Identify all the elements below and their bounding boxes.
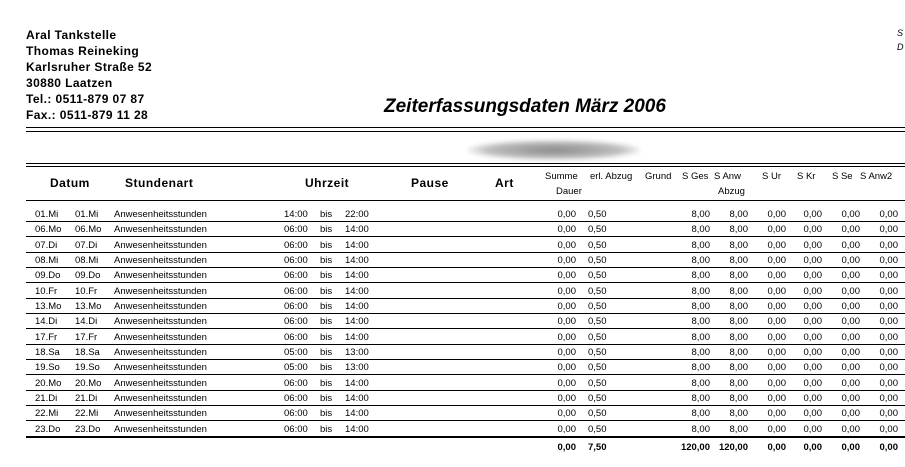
cell-s-ur: 0,00: [767, 346, 786, 358]
cell-s-ur: 0,00: [767, 285, 786, 297]
cell-uhrzeit-bis: bis: [320, 209, 333, 220]
fax: Fax.: 0511-879 11 28: [26, 108, 149, 122]
cell-s-ges: 8,00: [691, 239, 710, 251]
cell-uhrzeit-bis-zeit: 14:00: [345, 423, 369, 435]
cell-uhrzeit-von: 05:00: [284, 362, 308, 374]
cell-uhrzeit-bis-zeit: 14:00: [345, 300, 369, 312]
header-rule-top: [26, 127, 905, 128]
cell-stundenart: Anwesenheitsstunden: [114, 316, 207, 328]
cell-erl-abzug: 0,50: [588, 270, 607, 282]
cell-summe: 0,00: [557, 270, 576, 282]
redacted-name: [468, 140, 640, 160]
header-art: Art: [495, 176, 514, 190]
cell-uhrzeit-bis: bis: [320, 362, 333, 374]
cell-s-se: 0,00: [841, 300, 860, 312]
cell-stundenart: Anwesenheitsstunden: [114, 224, 207, 236]
cell-s-anw2: 0,00: [879, 209, 898, 220]
header-rule-bottom: [26, 131, 905, 132]
table-row: [26, 330, 905, 345]
table-row: [26, 284, 905, 299]
cell-s-ur: 0,00: [767, 408, 786, 420]
total-s-ur: 0,00: [767, 442, 786, 453]
cell-s-anw: 8,00: [729, 285, 748, 297]
cell-datum-2: 20.Mo: [75, 377, 102, 389]
cell-uhrzeit-von: 06:00: [284, 377, 308, 389]
cell-uhrzeit-bis-zeit: 13:00: [345, 346, 369, 358]
cell-s-ges: 8,00: [691, 224, 710, 236]
cell-erl-abzug: 0,50: [588, 316, 607, 328]
cell-datum-2: 23.Do: [75, 423, 101, 435]
cell-s-ur: 0,00: [767, 362, 786, 374]
cell-s-ges: 8,00: [691, 346, 710, 358]
cell-datum-1: 01.Mi: [35, 209, 59, 220]
cell-uhrzeit-bis: bis: [320, 254, 333, 266]
cell-s-anw2: 0,00: [879, 362, 898, 374]
cell-stundenart: Anwesenheitsstunden: [114, 254, 207, 266]
cell-s-se: 0,00: [841, 423, 860, 435]
cell-datum-1: 06.Mo: [35, 224, 62, 236]
cell-s-se: 0,00: [841, 285, 860, 297]
cell-s-se: 0,00: [841, 224, 860, 236]
cell-datum-1: 22.Mi: [35, 408, 59, 420]
cell-s-se: 0,00: [841, 316, 860, 328]
cell-s-ur: 0,00: [767, 316, 786, 328]
cell-s-ges: 8,00: [691, 285, 710, 297]
cell-s-kr: 0,00: [803, 239, 822, 251]
cell-s-ges: 8,00: [691, 331, 710, 343]
cell-s-ur: 0,00: [767, 423, 786, 435]
cell-datum-1: 17.Fr: [35, 331, 58, 343]
cell-uhrzeit-bis: bis: [320, 300, 333, 312]
header-stundenart: Stundenart: [125, 176, 194, 190]
cell-s-anw2: 0,00: [879, 346, 898, 358]
cell-datum-1: 10.Fr: [35, 285, 58, 297]
cell-datum-1: 14.Di: [35, 316, 58, 328]
cell-stundenart: Anwesenheitsstunden: [114, 300, 207, 312]
cell-datum-2: 17.Fr: [75, 331, 98, 343]
header-pause: Pause: [411, 176, 449, 190]
cell-s-se: 0,00: [841, 270, 860, 282]
cell-erl-abzug: 0,50: [588, 209, 607, 220]
table-row: [26, 299, 905, 314]
cell-stundenart: Anwesenheitsstunden: [114, 270, 207, 282]
cell-uhrzeit-bis-zeit: 14:00: [345, 270, 369, 282]
cell-datum-2: 19.So: [75, 362, 100, 374]
cell-s-kr: 0,00: [803, 285, 822, 297]
cell-s-anw2: 0,00: [879, 270, 898, 282]
cell-stundenart: Anwesenheitsstunden: [114, 377, 207, 389]
cell-s-kr: 0,00: [803, 270, 822, 282]
cell-summe: 0,00: [557, 423, 576, 435]
cell-s-se: 0,00: [841, 362, 860, 374]
cell-uhrzeit-bis: bis: [320, 239, 333, 251]
header-grund: Grund: [645, 171, 672, 182]
total-s-anw2: 0,00: [879, 442, 898, 453]
cell-uhrzeit-von: 06:00: [284, 408, 308, 420]
cell-erl-abzug: 0,50: [588, 377, 607, 389]
cell-s-ges: 8,00: [691, 377, 710, 389]
cell-s-ges: 8,00: [691, 392, 710, 404]
cell-datum-1: 20.Mo: [35, 377, 62, 389]
table-row: [26, 360, 905, 375]
cell-uhrzeit-bis: bis: [320, 285, 333, 297]
total-erl-abzug: 7,50: [588, 442, 607, 453]
total-s-kr: 0,00: [803, 442, 822, 453]
cell-erl-abzug: 0,50: [588, 423, 607, 435]
cell-s-anw2: 0,00: [879, 408, 898, 420]
table-row: [26, 345, 905, 360]
cell-erl-abzug: 0,50: [588, 239, 607, 251]
total-s-se: 0,00: [841, 442, 860, 453]
cell-datum-2: 07.Di: [75, 239, 98, 251]
cell-datum-1: 13.Mo: [35, 300, 62, 312]
cell-s-anw: 8,00: [729, 239, 748, 251]
cell-stundenart: Anwesenheitsstunden: [114, 423, 207, 435]
cell-uhrzeit-bis-zeit: 14:00: [345, 285, 369, 297]
cell-s-kr: 0,00: [803, 392, 822, 404]
cell-s-ur: 0,00: [767, 300, 786, 312]
cell-summe: 0,00: [557, 224, 576, 236]
cell-s-anw: 8,00: [729, 300, 748, 312]
cell-s-ges: 8,00: [691, 423, 710, 435]
cell-s-se: 0,00: [841, 346, 860, 358]
cell-datum-2: 18.Sa: [75, 346, 100, 358]
cell-s-ur: 0,00: [767, 392, 786, 404]
cell-s-anw: 8,00: [729, 254, 748, 266]
header-s-anw: S Anw: [714, 171, 741, 182]
cell-uhrzeit-bis-zeit: 14:00: [345, 392, 369, 404]
company-name: Aral Tankstelle: [26, 28, 117, 42]
cell-s-anw: 8,00: [729, 423, 748, 435]
total-summe: 0,00: [557, 442, 576, 453]
cell-s-kr: 0,00: [803, 362, 822, 374]
cell-s-anw: 8,00: [729, 377, 748, 389]
cell-s-se: 0,00: [841, 239, 860, 251]
cell-uhrzeit-von: 06:00: [284, 224, 308, 236]
header-s-se: S Se: [832, 171, 853, 182]
cell-erl-abzug: 0,50: [588, 254, 607, 266]
cell-uhrzeit-bis-zeit: 14:00: [345, 408, 369, 420]
table-row: [26, 268, 905, 283]
cell-summe: 0,00: [557, 254, 576, 266]
cell-datum-2: 10.Fr: [75, 285, 98, 297]
cell-stundenart: Anwesenheitsstunden: [114, 285, 207, 297]
telephone: Tel.: 0511-879 07 87: [26, 92, 145, 106]
cell-s-se: 0,00: [841, 331, 860, 343]
cell-s-ur: 0,00: [767, 377, 786, 389]
cell-uhrzeit-bis: bis: [320, 331, 333, 343]
cell-erl-abzug: 0,50: [588, 408, 607, 420]
cell-stundenart: Anwesenheitsstunden: [114, 408, 207, 420]
table-row: [26, 391, 905, 406]
cell-s-kr: 0,00: [803, 346, 822, 358]
cell-datum-2: 22.Mi: [75, 408, 99, 420]
cell-s-kr: 0,00: [803, 408, 822, 420]
cell-stundenart: Anwesenheitsstunden: [114, 346, 207, 358]
cell-uhrzeit-von: 06:00: [284, 300, 308, 312]
table-row: [26, 314, 905, 329]
table-row: [26, 376, 905, 391]
cell-s-ges: 8,00: [691, 408, 710, 420]
cell-s-anw2: 0,00: [879, 377, 898, 389]
cell-s-anw: 8,00: [729, 346, 748, 358]
header-abzug: Abzug: [718, 186, 745, 197]
header-rule-under: [26, 200, 905, 201]
cell-s-ges: 8,00: [691, 300, 710, 312]
cell-s-anw: 8,00: [729, 224, 748, 236]
header-s-ur: S Ur: [762, 171, 781, 182]
cell-uhrzeit-von: 06:00: [284, 239, 308, 251]
cell-erl-abzug: 0,50: [588, 224, 607, 236]
table-row: [26, 222, 905, 237]
cell-erl-abzug: 0,50: [588, 362, 607, 374]
table-row: [26, 238, 905, 253]
cell-s-kr: 0,00: [803, 316, 822, 328]
cell-s-anw: 8,00: [729, 392, 748, 404]
cell-s-anw: 8,00: [729, 362, 748, 374]
cell-s-ges: 8,00: [691, 316, 710, 328]
cell-s-ges: 8,00: [691, 254, 710, 266]
cell-uhrzeit-bis: bis: [320, 270, 333, 282]
cell-summe: 0,00: [557, 408, 576, 420]
cell-datum-1: 07.Di: [35, 239, 58, 251]
header-s-anw2: S Anw2: [860, 171, 893, 182]
cell-stundenart: Anwesenheitsstunden: [114, 209, 207, 220]
cell-uhrzeit-bis: bis: [320, 316, 333, 328]
cell-datum-2: 13.Mo: [75, 300, 102, 312]
cell-stundenart: Anwesenheitsstunden: [114, 362, 207, 374]
header-s-kr: S Kr: [797, 171, 816, 182]
cell-uhrzeit-bis-zeit: 14:00: [345, 316, 369, 328]
cell-s-ur: 0,00: [767, 270, 786, 282]
cell-summe: 0,00: [557, 331, 576, 343]
cell-s-anw2: 0,00: [879, 316, 898, 328]
cell-s-anw: 8,00: [729, 209, 748, 220]
cell-uhrzeit-von: 06:00: [284, 316, 308, 328]
cell-s-kr: 0,00: [803, 254, 822, 266]
cell-s-anw2: 0,00: [879, 254, 898, 266]
table-row: [26, 422, 905, 437]
cell-uhrzeit-von: 05:00: [284, 346, 308, 358]
cell-s-kr: 0,00: [803, 300, 822, 312]
cell-uhrzeit-bis-zeit: 14:00: [345, 224, 369, 236]
cell-s-kr: 0,00: [803, 224, 822, 236]
cell-s-anw2: 0,00: [879, 239, 898, 251]
cell-datum-2: 09.Do: [75, 270, 101, 282]
header-erl-abzug: erl. Abzug: [590, 171, 633, 182]
owner-name: Thomas Reineking: [26, 44, 140, 58]
cell-summe: 0,00: [557, 362, 576, 374]
table-rule-top-2: [26, 166, 905, 167]
cell-stundenart: Anwesenheitsstunden: [114, 331, 207, 343]
cell-s-kr: 0,00: [803, 331, 822, 343]
header-summe: Summe: [545, 171, 578, 182]
cell-s-ges: 8,00: [691, 209, 710, 220]
cell-s-anw2: 0,00: [879, 300, 898, 312]
table-row: [26, 207, 905, 222]
cell-uhrzeit-bis: bis: [320, 423, 333, 435]
table-row: [26, 253, 905, 268]
cell-erl-abzug: 0,50: [588, 346, 607, 358]
cell-s-se: 0,00: [841, 377, 860, 389]
table-rule-top: [26, 163, 905, 164]
cell-datum-2: 01.Mi: [75, 209, 99, 220]
cell-uhrzeit-bis-zeit: 14:00: [345, 331, 369, 343]
cell-summe: 0,00: [557, 316, 576, 328]
cell-s-anw2: 0,00: [879, 224, 898, 236]
cell-erl-abzug: 0,50: [588, 331, 607, 343]
cell-s-kr: 0,00: [803, 377, 822, 389]
cell-s-ur: 0,00: [767, 224, 786, 236]
cell-stundenart: Anwesenheitsstunden: [114, 392, 207, 404]
cell-datum-2: 08.Mi: [75, 254, 99, 266]
cell-uhrzeit-bis-zeit: 14:00: [345, 254, 369, 266]
cell-s-ur: 0,00: [767, 331, 786, 343]
cell-uhrzeit-bis: bis: [320, 346, 333, 358]
street-address: Karlsruher Straße 52: [26, 60, 153, 74]
cell-s-se: 0,00: [841, 254, 860, 266]
cell-erl-abzug: 0,50: [588, 285, 607, 297]
cell-s-se: 0,00: [841, 209, 860, 220]
total-s-ges: 120,00: [680, 442, 710, 453]
cell-s-kr: 0,00: [803, 423, 822, 435]
cell-stundenart: Anwesenheitsstunden: [114, 239, 207, 251]
cell-s-anw2: 0,00: [879, 423, 898, 435]
cell-s-anw: 8,00: [729, 316, 748, 328]
cell-s-anw: 8,00: [729, 408, 748, 420]
cell-s-anw: 8,00: [729, 331, 748, 343]
corner-label-d: D: [897, 42, 904, 52]
cell-s-anw2: 0,00: [879, 392, 898, 404]
cell-s-anw2: 0,00: [879, 331, 898, 343]
cell-datum-1: 18.Sa: [35, 346, 60, 358]
cell-uhrzeit-von: 06:00: [284, 270, 308, 282]
cell-uhrzeit-bis-zeit: 14:00: [345, 377, 369, 389]
cell-s-se: 0,00: [841, 408, 860, 420]
cell-uhrzeit-bis: bis: [320, 377, 333, 389]
cell-uhrzeit-bis-zeit: 13:00: [345, 362, 369, 374]
cell-uhrzeit-bis: bis: [320, 408, 333, 420]
cell-summe: 0,00: [557, 285, 576, 297]
corner-label-s: S: [897, 28, 904, 38]
cell-datum-2: 06.Mo: [75, 224, 102, 236]
cell-uhrzeit-von: 06:00: [284, 423, 308, 435]
cell-s-ur: 0,00: [767, 239, 786, 251]
cell-datum-1: 23.Do: [35, 423, 61, 435]
cell-datum-2: 21.Di: [75, 392, 98, 404]
header-s-ges: S Ges: [682, 171, 709, 182]
cell-uhrzeit-von: 14:00: [284, 209, 308, 220]
cell-summe: 0,00: [557, 300, 576, 312]
cell-datum-1: 09.Do: [35, 270, 61, 282]
cell-uhrzeit-bis-zeit: 22:00: [345, 209, 369, 220]
cell-s-se: 0,00: [841, 392, 860, 404]
header-uhrzeit: Uhrzeit: [305, 176, 350, 190]
cell-summe: 0,00: [557, 209, 576, 220]
cell-datum-1: 19.So: [35, 362, 60, 374]
cell-uhrzeit-bis-zeit: 14:00: [345, 239, 369, 251]
cell-s-anw2: 0,00: [879, 285, 898, 297]
cell-datum-1: 21.Di: [35, 392, 58, 404]
cell-uhrzeit-von: 06:00: [284, 285, 308, 297]
cell-erl-abzug: 0,50: [588, 392, 607, 404]
table-row: [26, 406, 905, 421]
cell-summe: 0,00: [557, 346, 576, 358]
cell-s-ges: 8,00: [691, 270, 710, 282]
cell-s-ur: 0,00: [767, 254, 786, 266]
cell-uhrzeit-bis: bis: [320, 392, 333, 404]
cell-s-ur: 0,00: [767, 209, 786, 220]
cell-summe: 0,00: [557, 239, 576, 251]
cell-uhrzeit-von: 06:00: [284, 254, 308, 266]
cell-datum-1: 08.Mi: [35, 254, 59, 266]
cell-summe: 0,00: [557, 377, 576, 389]
total-s-anw: 120,00: [718, 442, 748, 453]
cell-s-anw: 8,00: [729, 270, 748, 282]
totals-rule: [26, 437, 905, 438]
cell-s-ges: 8,00: [691, 362, 710, 374]
postal-city: 30880 Laatzen: [26, 76, 113, 90]
cell-uhrzeit-von: 06:00: [284, 331, 308, 343]
cell-s-kr: 0,00: [803, 209, 822, 220]
cell-uhrzeit-bis: bis: [320, 224, 333, 236]
cell-erl-abzug: 0,50: [588, 300, 607, 312]
page-title: Zeiterfassungsdaten März 2006: [384, 96, 666, 117]
header-datum: Datum: [50, 176, 90, 190]
cell-summe: 0,00: [557, 392, 576, 404]
cell-datum-2: 14.Di: [75, 316, 98, 328]
cell-uhrzeit-von: 06:00: [284, 392, 308, 404]
header-dauer: Dauer: [556, 186, 582, 197]
